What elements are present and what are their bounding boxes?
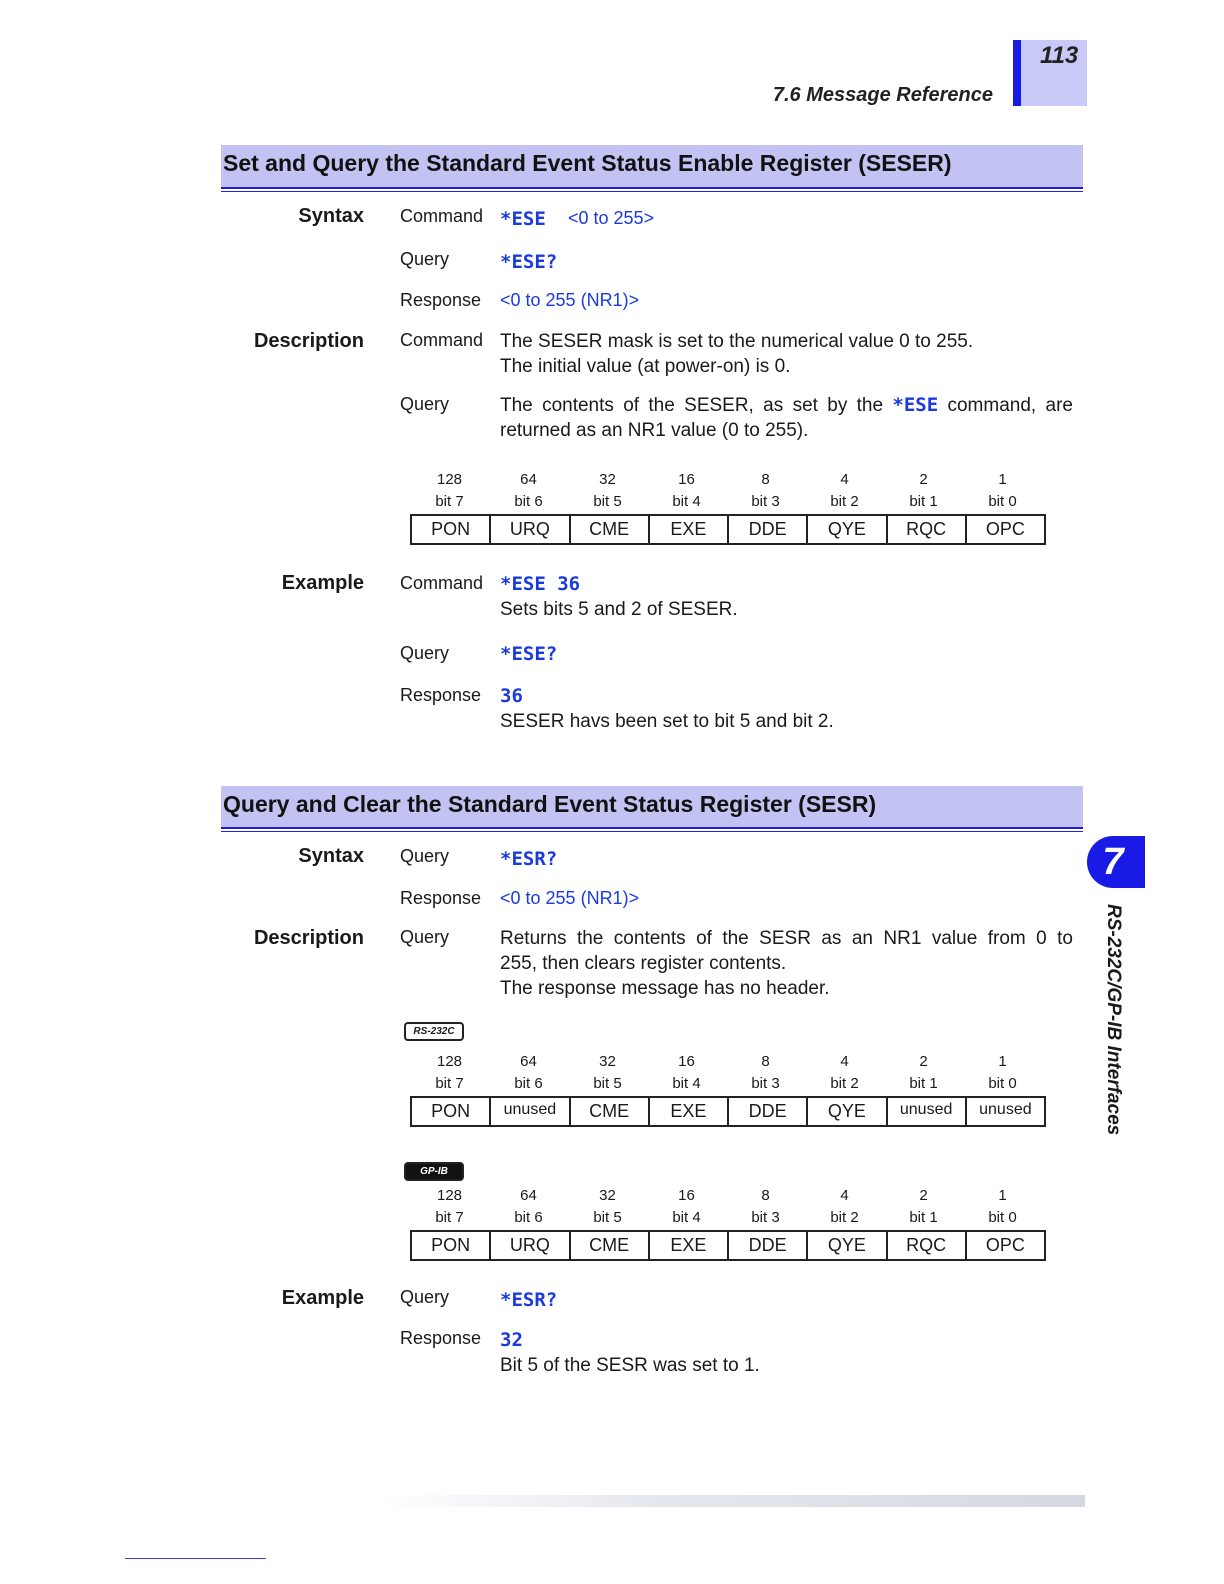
bit-number: bit 5 [593,1209,622,1226]
description-text: The contents of the SESER, as set by the [500,395,893,416]
sesr-example-response: 32 [500,1329,523,1351]
sesr-response-format: <0 to 255 (NR1)> [500,888,640,908]
bit-cell: DDE [727,1232,806,1259]
gpib-badge: GP-IB [404,1162,464,1181]
bit-weight: 32 [599,1187,616,1204]
bit-weight: 128 [436,471,463,488]
bit-number: bit 3 [751,1075,780,1092]
bit-cell: EXE [648,1232,727,1259]
page-marker-bar [1013,40,1021,106]
bit-number: bit 6 [514,1075,543,1092]
bit-cell: EXE [648,1098,727,1125]
seser-section-title: Set and Query the Standard Event Status Enable Register (SESER) [223,150,952,176]
bit-weight: 128 [436,1053,463,1070]
sesr-example-response-note: Bit 5 of the SESR was set to 1. [500,1355,760,1376]
bit-number: bit 5 [593,493,622,510]
bit-cell: CME [569,1232,648,1259]
bit-cell: unused [489,1098,568,1125]
query-label: Query [400,394,450,414]
bit-weight: 64 [520,1187,537,1204]
query-label: Query [400,643,450,663]
query-label: Query [400,927,450,947]
response-label: Response [400,888,482,908]
bit-cells-row [410,1096,1046,1127]
bit-number: bit 0 [988,1075,1017,1092]
bit-number: bit 7 [435,1209,464,1226]
bit-weight: 16 [678,1053,695,1070]
bit-number: bit 0 [988,1209,1017,1226]
sesr-example-query: *ESR? [500,1289,558,1311]
bit-number: bit 4 [672,1209,701,1226]
bit-cell: OPC [965,1232,1044,1259]
section-rule [221,831,1083,832]
sesr-gpib-bit-table [410,1187,1046,1261]
bit-cell: OPC [965,516,1044,543]
section-reference: 7.6 Message Reference [772,84,993,106]
bit-cell: PON [431,1101,471,1121]
example-label: Example [281,1287,364,1309]
seser-example-command-note: Sets bits 5 and 2 of SESER. [500,599,738,620]
bit-weight: 128 [436,1187,463,1204]
seser-bit-table [410,471,1046,545]
bit-number: bit 6 [514,1209,543,1226]
bit-number: bit 6 [514,493,543,510]
description-label: Description [253,927,364,949]
response-label: Response [400,1328,482,1348]
seser-section-header [221,145,1083,187]
command-label: Command [400,330,484,350]
bit-weight: 2 [919,471,928,488]
syntax-label: Syntax [298,845,364,867]
bit-weight: 64 [520,1053,537,1070]
bit-cell: unused [886,1098,965,1125]
bit-number: bit 5 [593,1075,622,1092]
sesr-query-description [500,926,1073,1001]
bit-weight: 4 [840,1187,849,1204]
bit-cell: URQ [489,516,568,543]
bit-number: bit 1 [909,1209,938,1226]
description-line: The response message has no header. [500,978,830,999]
chapter-title-text: RS-232C/GP-IB Interfaces [1103,904,1124,1136]
bit-weight: 1 [998,1187,1007,1204]
bit-cell: PON [431,519,471,539]
sesr-rs232c-bit-table [410,1053,1046,1127]
seser-response-format: <0 to 255 (NR1)> [500,290,640,310]
chapter-number: 7 [1102,841,1124,883]
bit-number: bit 4 [672,493,701,510]
section-rule [221,191,1083,192]
example-label: Example [281,572,364,594]
seser-command-param: <0 to 255> [568,208,655,228]
description-line: The SESER mask is set to the numerical value 0 to 255. [500,331,974,352]
syntax-label: Syntax [298,205,364,227]
rs232c-badge: RS-232C [404,1022,464,1041]
bit-cell: CME [569,516,648,543]
bit-weight: 64 [520,471,537,488]
section-rule [221,827,1083,829]
query-label: Query [400,846,450,866]
bit-number: bit 4 [672,1075,701,1092]
bit-weight: 1 [998,1053,1007,1070]
bit-number: bit 2 [830,1209,859,1226]
seser-example-command: *ESE 36 [500,573,581,595]
bit-weight: 4 [840,471,849,488]
seser-query-description [500,393,1073,443]
bit-weights-row [410,471,1046,488]
bit-cells-row [410,1230,1046,1261]
bit-cell: CME [569,1098,648,1125]
bit-numbers-row [410,493,1046,510]
bit-number: bit 2 [830,1075,859,1092]
bit-number: bit 0 [988,493,1017,510]
bit-weights-row [410,1053,1046,1070]
bit-weight: 2 [919,1053,928,1070]
bit-number: bit 1 [909,1075,938,1092]
bit-number: bit 3 [751,493,780,510]
seser-command-code: *ESE [500,208,546,230]
footer-gradient [380,1495,1085,1507]
bit-weight: 32 [599,471,616,488]
bit-cell: QYE [806,1232,885,1259]
bit-cell: DDE [727,516,806,543]
bit-cell: PON [431,1235,471,1255]
inline-command-code: *ESE [892,394,939,416]
sesr-section-title: Query and Clear the Standard Event Status Register (SESR) [223,791,877,817]
bit-number: bit 3 [751,1209,780,1226]
bit-weight: 2 [919,1187,928,1204]
description-label: Description [253,330,364,352]
bit-number: bit 2 [830,493,859,510]
sesr-section-header [221,786,1083,828]
sesr-query-code: *ESR? [500,848,558,870]
bit-weight: 1 [998,471,1007,488]
bit-cells-row [410,514,1046,545]
bit-cell: QYE [806,1098,885,1125]
bit-number: bit 7 [435,493,464,510]
bit-cell: URQ [489,1232,568,1259]
bit-cell: QYE [806,516,885,543]
description-line: 255, then clears register contents. [500,953,787,974]
command-label: Command [400,573,484,593]
bit-weight: 16 [678,1187,695,1204]
seser-command-description [500,329,1073,379]
seser-example-response-note: SESER havs been set to bit 5 and bit 2. [500,711,834,732]
bit-cell: RQC [886,1232,965,1259]
bit-weight: 8 [761,471,770,488]
footer-line [125,1558,266,1559]
bit-weights-row [410,1187,1046,1204]
bit-numbers-row [410,1209,1046,1226]
bit-number: bit 1 [909,493,938,510]
bit-cell: EXE [648,516,727,543]
bit-weight: 32 [599,1053,616,1070]
bit-weight: 8 [761,1187,770,1204]
description-text: command, are returned as an NR1 value (0 to 255). [500,395,1073,441]
chapter-side-title [1098,904,1128,1164]
seser-example-response: 36 [500,685,523,707]
bit-cell: DDE [727,1098,806,1125]
bit-number: bit 7 [435,1075,464,1092]
response-label: Response [400,685,482,705]
page-number: 113 [1040,42,1079,69]
bit-numbers-row [410,1075,1046,1092]
query-label: Query [400,1287,450,1307]
bit-cell: unused [965,1098,1044,1125]
description-line: Returns the contents of the SESR as an NR1 value from 0 to [500,928,1073,949]
command-label: Command [400,206,484,226]
bit-weight: 4 [840,1053,849,1070]
seser-example-query: *ESE? [500,643,558,665]
description-line: The initial value (at power-on) is 0. [500,356,791,377]
bit-weight: 16 [678,471,695,488]
response-label: Response [400,290,482,310]
query-label: Query [400,249,450,269]
bit-weight: 8 [761,1053,770,1070]
section-rule [221,187,1083,189]
bit-cell: RQC [886,516,965,543]
seser-query-code: *ESE? [500,251,558,273]
